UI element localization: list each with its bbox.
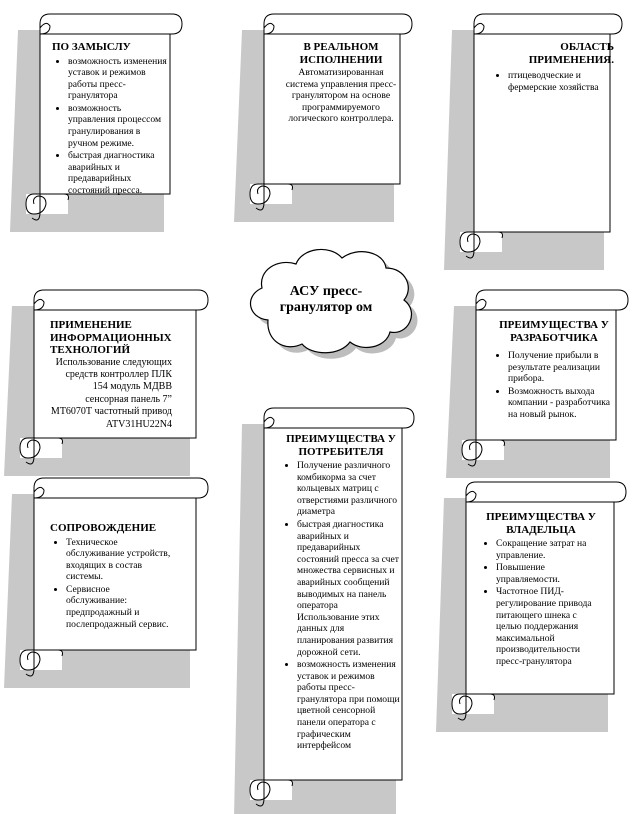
scroll-vladel [480, 511, 602, 669]
oblast-title: ОБЛАСТЬ ПРИМЕНЕНИЯ. [528, 41, 614, 66]
realnom-title: В РЕАЛЬНОМ ИСПОЛНЕНИИ [299, 41, 383, 66]
list-item: • быстрая диагностика аварийных и предаварийных состояний пресса. [68, 150, 170, 196]
scroll-potreb [281, 433, 401, 753]
potreb-title: ПРЕИМУЩЕСТВА У ПОТРЕБИТЕЛЯ [286, 433, 396, 458]
list-item: • Частотное ПИД-регулирование привода питающего шнека с целью поддержания максимальной производительности пресс-гранулятора [496, 586, 602, 667]
vladel-list [480, 538, 602, 668]
list-item: • Получение прибыли в результате реализации прибора. [508, 350, 616, 385]
vladel-title: ПРЕИМУЩЕСТВА У ВЛАДЕЛЬЦА [486, 511, 596, 536]
zamysel-list [52, 56, 170, 197]
razrab-title: ПРЕИМУЩЕСТВА У РАЗРАБОТЧИКА [499, 319, 609, 344]
soprov-list [50, 537, 172, 631]
scroll-oblast [492, 41, 614, 94]
list-item: • возможность изменения уставок и режимов работы пресс-гранулятора [68, 56, 170, 102]
it-title: ПРИМЕНЕНИЕ ИНФОРМАЦИОННЫХ ТЕХНОЛОГИЙ [50, 319, 172, 356]
list-item: • быстрая диагностика аварийных и предаварийных состояний пресса за счет множества сервисных и аварийных сообщений выводимых на панель оператора Использование этих данных для планирования развития дорожной сети. [297, 519, 401, 658]
scroll-razrab [492, 319, 616, 422]
it-text: Использование следующих средств контроллер ПЛК 154 модуль МДВВ сенсорная панель 7” МТ6070Т частотный привод ATV31HU22N4 [50, 356, 172, 430]
list-item: • возможность управления процессом гранулирования в ручном режиме. [68, 103, 170, 149]
list-item: • возможность изменения уставок и режимов работы пресс-гранулятора при помощи цветной сенсорной панели оператора с графическим интерфейсом [297, 659, 401, 752]
list-item: • Техническое обслуживание устройств, входящих в состав системы. [66, 537, 172, 583]
list-item: • Получение различного комбикорма за счет кольцевых матриц с отверстиями различного диаметра [297, 460, 401, 518]
scroll-soprov [50, 522, 172, 631]
scroll-it [50, 319, 172, 431]
realnom-text: Автоматизированная система управления пресс-гранулятором на основе программируемого логического контроллера. [285, 67, 397, 125]
scroll-realnom [282, 41, 400, 125]
list-item: • Сокращение затрат на управление. [496, 538, 602, 561]
razrab-list [492, 350, 616, 421]
list-item: • Сервисное обслуживание: предпродажный и послепродажный сервис. [66, 584, 172, 630]
list-item: • Повышение управляемости. [496, 562, 602, 585]
zamysel-title: ПО ЗАМЫСЛУ [52, 41, 131, 53]
scroll-zamysel [52, 41, 170, 198]
potreb-list [281, 460, 401, 752]
list-item: • птицеводческие и фермерские хозяйства [508, 70, 614, 93]
list-item: • Возможность выхода компании - разработчика на новый рынок. [508, 386, 616, 421]
oblast-list [492, 70, 614, 93]
soprov-title: СОПРОВОЖДЕНИЕ [50, 522, 157, 534]
center-title: АСУ пресс-гранулятор ом [279, 284, 373, 315]
